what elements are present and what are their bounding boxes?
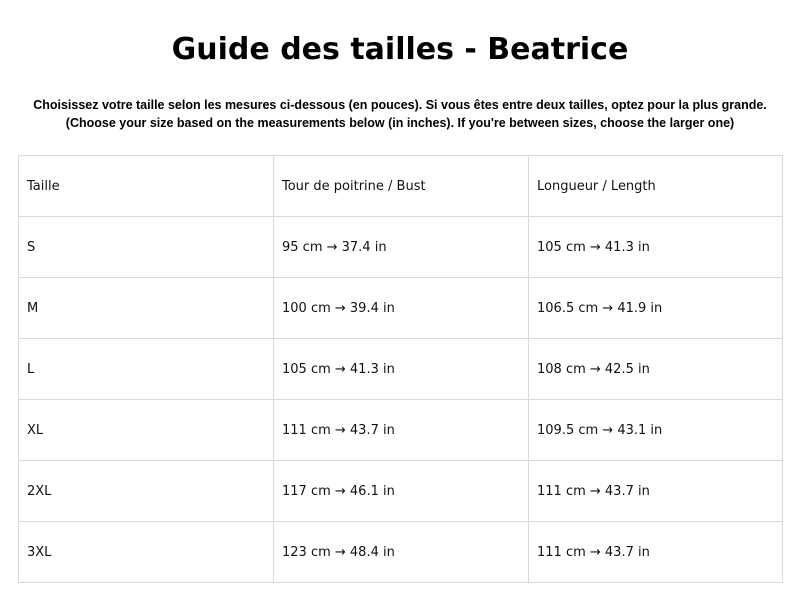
cell-length: 106.5 cm → 41.9 in (529, 278, 783, 339)
cell-length: 105 cm → 41.3 in (529, 217, 783, 278)
header-size: Taille (19, 156, 274, 217)
size-guide-instructions (0, 96, 800, 132)
page-title: Guide des tailles - Beatrice (171, 32, 629, 67)
cell-bust: 105 cm → 41.3 in (274, 339, 529, 400)
size-chart-table (18, 155, 783, 583)
cell-length: 108 cm → 42.5 in (529, 339, 783, 400)
cell-bust: 111 cm → 43.7 in (274, 400, 529, 461)
cell-size: S (19, 217, 274, 278)
header-bust: Tour de poitrine / Bust (274, 156, 529, 217)
table-row (19, 217, 783, 278)
cell-length: 109.5 cm → 43.1 in (529, 400, 783, 461)
header-length: Longueur / Length (529, 156, 783, 217)
cell-length: 111 cm → 43.7 in (529, 461, 783, 522)
table-row (19, 400, 783, 461)
instructions-english: (Choose your size based on the measurements below (in inches). If you're between sizes, choose the larger one) (65, 116, 735, 130)
cell-bust: 100 cm → 39.4 in (274, 278, 529, 339)
table-row (19, 278, 783, 339)
cell-bust: 117 cm → 46.1 in (274, 461, 529, 522)
table-row (19, 461, 783, 522)
table-header-row (19, 156, 783, 217)
instructions-french: Choisissez votre taille selon les mesures ci-dessous (en pouces). Si vous êtes entre deux tailles, optez pour la plus grande. (33, 98, 767, 112)
cell-size: XL (19, 400, 274, 461)
cell-size: 2XL (19, 461, 274, 522)
cell-size: 3XL (19, 522, 274, 583)
table-row (19, 522, 783, 583)
table-row (19, 339, 783, 400)
cell-bust: 95 cm → 37.4 in (274, 217, 529, 278)
cell-size: L (19, 339, 274, 400)
cell-bust: 123 cm → 48.4 in (274, 522, 529, 583)
cell-length: 111 cm → 43.7 in (529, 522, 783, 583)
cell-size: M (19, 278, 274, 339)
